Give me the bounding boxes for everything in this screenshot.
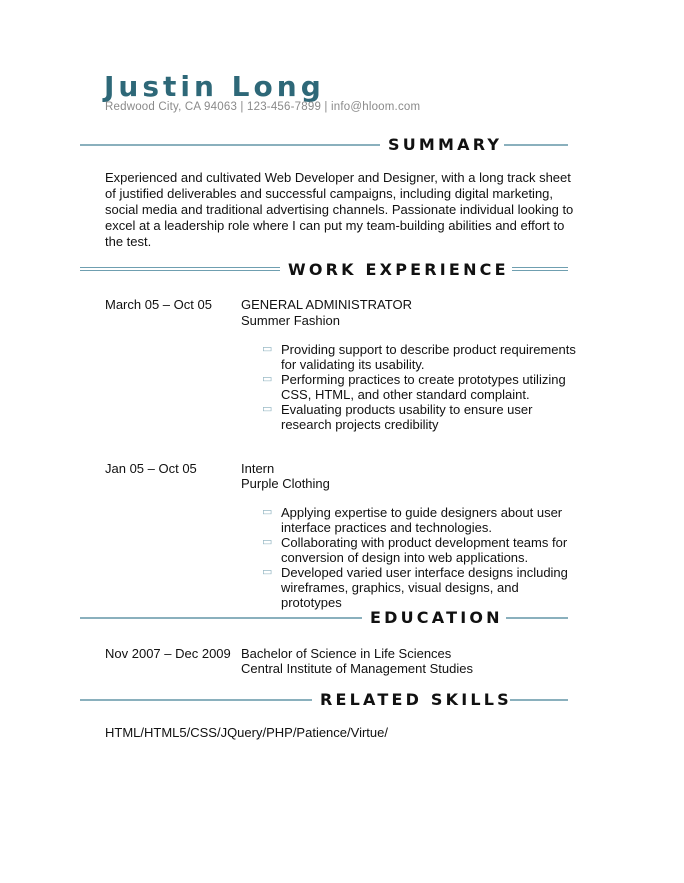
work-rule-left xyxy=(80,267,280,271)
list-item xyxy=(262,565,582,610)
bullet-icon: ▭ xyxy=(262,506,273,518)
skills-list: HTML/HTML5/CSS/JQuery/PHP/Patience/Virtue/ xyxy=(105,725,388,740)
summary-text: Experienced and cultivated Web Developer and Designer, with a long track sheet of justified deliverables and successful campaigns, including digital marketing, social media and traditional advertising channels. Passionate individual looking to excel at a leadership role where I can put my team-building abilities and effort to the test. xyxy=(105,170,574,249)
skills-heading xyxy=(80,689,568,711)
education-title: EDUCATION xyxy=(370,608,503,627)
work-rule-right xyxy=(512,267,568,271)
bullet-text: Performing practices to create prototypes utilizing CSS, HTML, and other standard complaint. xyxy=(281,372,566,402)
bullet-icon: ▭ xyxy=(262,536,273,548)
bullet-text: Collaborating with product development teams for conversion of design into web applications. xyxy=(281,535,568,565)
skills-rule-right xyxy=(510,699,568,701)
list-item xyxy=(262,372,582,402)
bullet-text: Providing support to describe product requirements for validating its usability. xyxy=(281,342,576,372)
list-item xyxy=(262,535,582,565)
education-rule-left xyxy=(80,617,362,619)
candidate-name: Justin Long xyxy=(104,70,325,103)
summary-rule-right xyxy=(504,144,568,146)
job-2-bullets xyxy=(262,505,582,610)
work-heading xyxy=(80,259,568,281)
bullet-icon: ▭ xyxy=(262,403,273,415)
job-2-title: Intern xyxy=(241,461,275,476)
education-rule-right xyxy=(506,617,568,619)
list-item xyxy=(262,505,582,535)
bullet-icon: ▭ xyxy=(262,373,273,385)
skills-rule-left xyxy=(80,699,312,701)
bullet-text: Applying expertise to guide designers about user interface practices and technologies. xyxy=(281,505,563,535)
bullet-text: Developed varied user interface designs including wireframes, graphics, visual designs, and prototypes xyxy=(281,565,568,610)
bullet-icon: ▭ xyxy=(262,566,273,578)
skills-title: RELATED SKILLS xyxy=(320,690,512,709)
summary-heading xyxy=(80,134,568,156)
job-2-dates: Jan 05 – Oct 05 xyxy=(105,461,197,476)
job-1-company: Summer Fashion xyxy=(241,313,340,328)
summary-rule-left xyxy=(80,144,380,146)
education-heading xyxy=(80,607,568,629)
education-dates: Nov 2007 – Dec 2009 xyxy=(105,646,231,661)
job-2-company: Purple Clothing xyxy=(241,476,330,491)
job-1-bullets xyxy=(262,342,582,432)
bullet-text: Evaluating products usability to ensure user research projects credibility xyxy=(281,402,533,432)
list-item xyxy=(262,342,582,372)
contact-line: Redwood City, CA 94063 | 123-456-7899 | info@hloom.com xyxy=(105,101,421,113)
list-item xyxy=(262,402,582,432)
education-degree: Bachelor of Science in Life Sciences xyxy=(241,646,452,661)
work-title: WORK EXPERIENCE xyxy=(288,260,509,279)
job-1-title: GENERAL ADMINISTRATOR xyxy=(241,297,412,312)
education-school: Central Institute of Management Studies xyxy=(241,661,473,676)
summary-title: SUMMARY xyxy=(388,135,503,154)
job-1-dates: March 05 – Oct 05 xyxy=(105,297,212,312)
bullet-icon: ▭ xyxy=(262,343,273,355)
